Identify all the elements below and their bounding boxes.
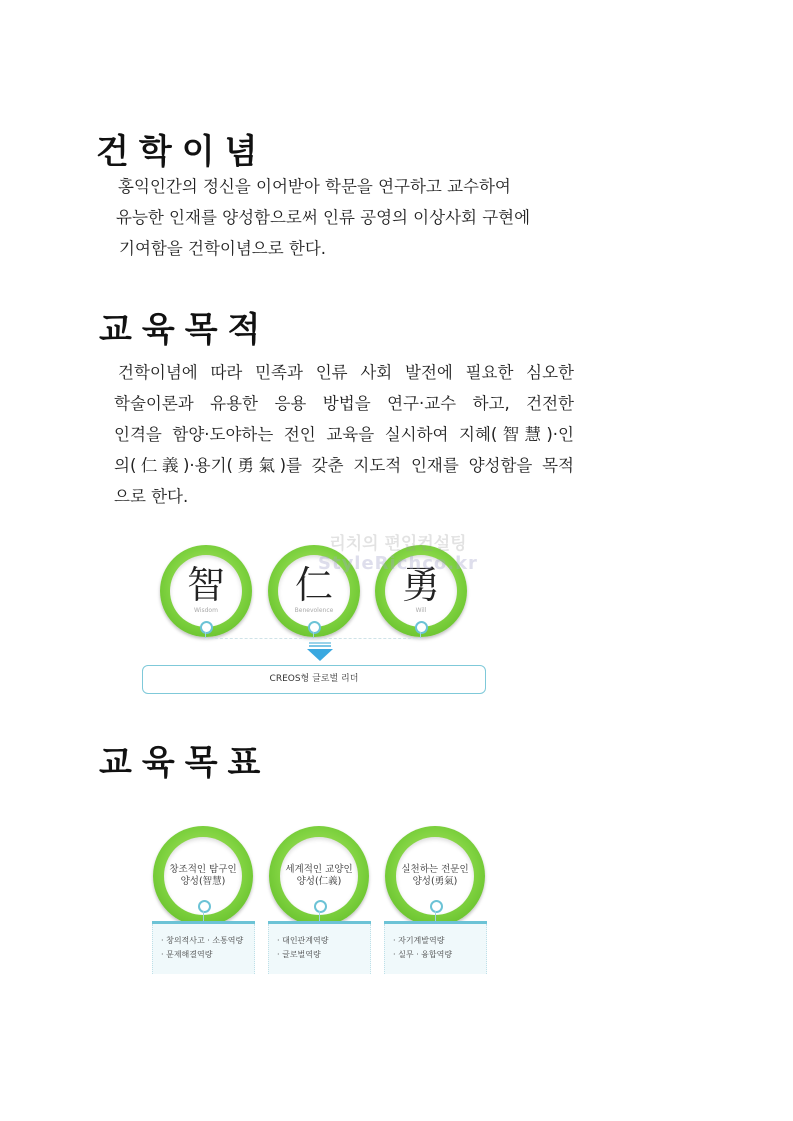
watermark-line1: 리치의 편입컨설팅 [329,534,467,554]
goal-points-box [384,924,487,974]
leader-box: CREOS형 글로벌 리더 [142,665,486,694]
goal-connector-line [203,911,204,921]
virtue-sub: Wisdom [194,607,218,614]
founding-heading: 건학이념 [96,132,268,172]
goal-connector-line [435,911,436,921]
purpose-line: 의(仁義)·용기(勇氣)를 갖춘 지도적 인재를 양성함을 목적 [114,456,574,475]
founding-line: 기여함을 건학이념으로 한다. [119,239,327,258]
goal-title: 세계적인 교양인 양성(仁義) [280,837,358,915]
watermark [318,534,478,574]
goal-knob [314,900,327,913]
goal-point: · 자기계발역량 [393,936,445,945]
founding-paragraph [116,171,530,264]
purpose-paragraph [114,357,574,512]
purpose-line: 학술이론과 유용한 응용 방법을 연구·교수 하고, 건전한 [114,394,574,413]
down-arrow-icon [305,642,335,662]
virtue-sub: Will [415,607,427,614]
virtue-sub: Benevolence [294,607,334,614]
goal-title: 창조적인 탐구인 양성(智慧) [164,837,242,915]
goal-knob [198,900,211,913]
goal-points-box [268,924,371,974]
purpose-line: 으로 한다. [114,487,189,506]
connector-knob [415,621,428,634]
purpose-line: 인격을 함양·도야하는 전인 교육을 실시하여 지혜(智慧)·인 [114,425,574,444]
connector-knob [200,621,213,634]
purpose-line: 건학이념에 따라 민족과 인류 사회 발전에 필요한 심오한 [118,363,574,382]
goal-title: 실천하는 전문인 양성(勇氣) [396,837,474,915]
virtue-char: 仁 [294,563,333,607]
goal-point: · 창의적사고 · 소통역량 [161,936,244,945]
founding-line: 유능한 인재를 양성함으로써 인류 공영의 이상사회 구현에 [116,208,531,227]
founding-line: 홍익인간의 정신을 이어받아 학문을 연구하고 교수하여 [118,177,511,196]
goal-point: · 문제해결역량 [161,950,213,959]
connector-knob [308,621,321,634]
goal-connector-line [319,911,320,921]
virtue-char: 勇 [401,563,440,607]
goal-points-box [152,924,255,974]
goal-point: · 대인관계역량 [277,936,329,945]
purpose-heading: 교육목적 [99,310,271,350]
goal-point: · 실무 · 융합역량 [393,950,453,959]
connector-dashed-line [205,638,421,639]
watermark-line2: StyleRichco.kr [318,553,478,574]
virtue-char: 智 [186,563,225,607]
goals-heading: 교육목표 [99,743,271,783]
goal-knob [430,900,443,913]
goal-point: · 글로벌역량 [277,950,321,959]
